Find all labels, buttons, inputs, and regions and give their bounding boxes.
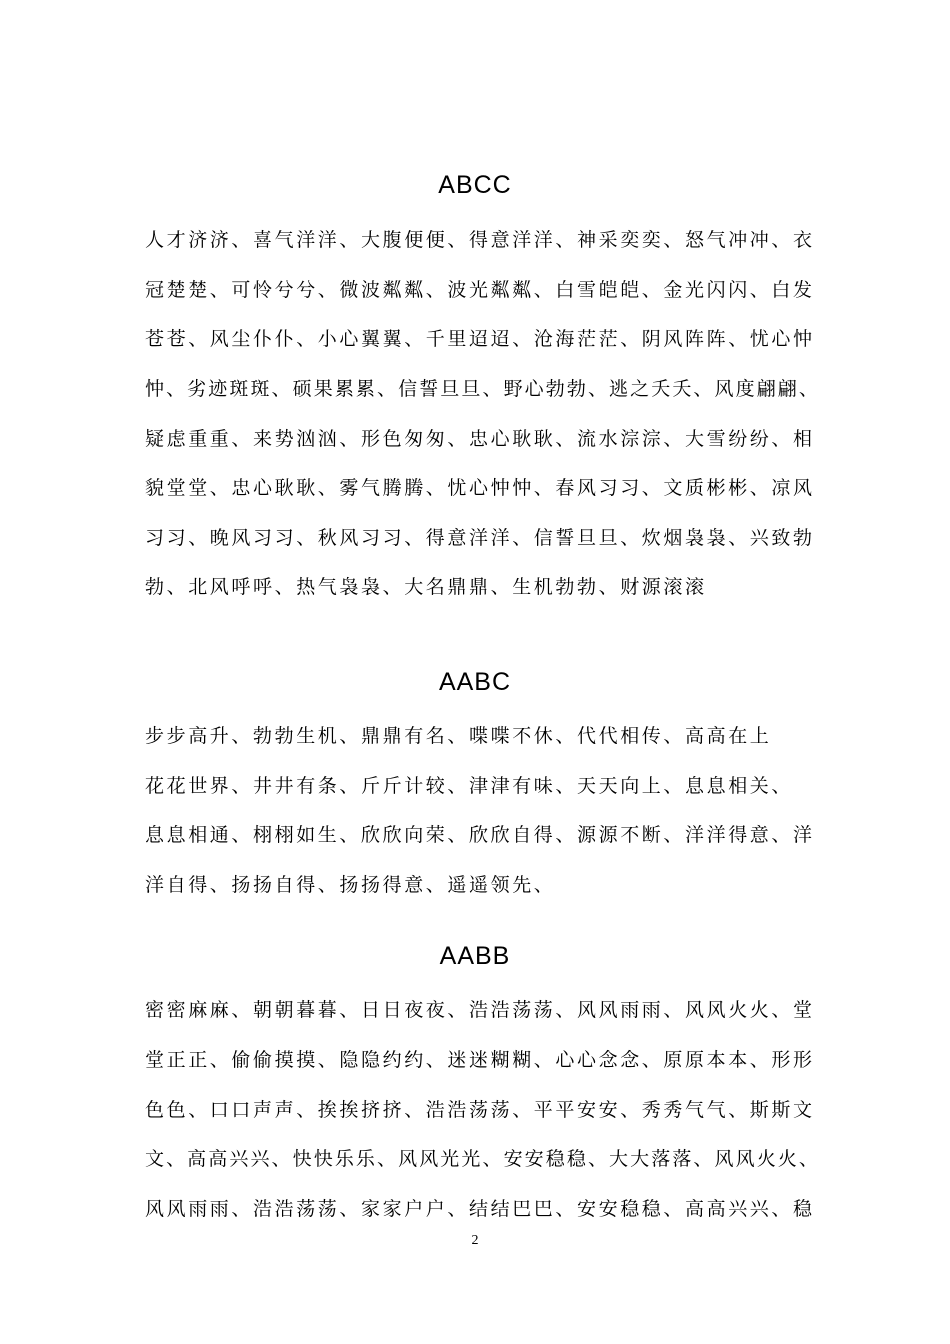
text-line: 疑虑重重、来势汹汹、形色匆匆、忠心耿耿、流水淙淙、大雪纷纷、相 <box>145 428 815 450</box>
text-line: 文、高高兴兴、快快乐乐、风风光光、安安稳稳、大大落落、风风火火、 <box>145 1148 820 1170</box>
text-line: 貌堂堂、忠心耿耿、雾气腾腾、忧心忡忡、春风习习、文质彬彬、凉风 <box>145 477 815 499</box>
text-line: 密密麻麻、朝朝暮暮、日日夜夜、浩浩荡荡、风风雨雨、风风火火、堂 <box>145 999 815 1021</box>
page-number: 2 <box>471 1233 479 1248</box>
text-line: 习习、晚风习习、秋风习习、得意洋洋、信誓旦旦、炊烟袅袅、兴致勃 <box>145 527 815 549</box>
text-line: 洋自得、扬扬自得、扬扬得意、遥遥领先、 <box>145 874 556 896</box>
text-line: 堂正正、偷偷摸摸、隐隐约约、迷迷糊糊、心心念念、原原本本、形形 <box>145 1049 815 1071</box>
text-line: 忡、劣迹斑斑、硕果累累、信誓旦旦、野心勃勃、逃之夭夭、风度翩翩、 <box>145 378 820 400</box>
text-line: 冠楚楚、可怜兮兮、微波粼粼、波光粼粼、白雪皑皑、金光闪闪、白发 <box>145 279 815 301</box>
text-line: 风风雨雨、浩浩荡荡、家家户户、结结巴巴、安安稳稳、高高兴兴、稳 <box>145 1198 815 1220</box>
text-line: 苍苍、风尘仆仆、小心翼翼、千里迢迢、沧海茫茫、阴风阵阵、忧心忡 <box>145 328 815 350</box>
text-line: 息息相通、栩栩如生、欣欣向荣、欣欣自得、源源不断、洋洋得意、洋 <box>145 824 815 846</box>
section-heading: AABC <box>438 668 512 696</box>
text-line: 勃、北风呼呼、热气袅袅、大名鼎鼎、生机勃勃、财源滚滚 <box>145 576 707 598</box>
section-heading: ABCC <box>438 171 512 199</box>
text-line: 色色、口口声声、挨挨挤挤、浩浩荡荡、平平安安、秀秀气气、斯斯文 <box>145 1099 815 1121</box>
text-line: 步步高升、勃勃生机、鼎鼎有名、喋喋不休、代代相传、高高在上 <box>145 725 772 747</box>
section-heading: AABB <box>439 942 511 970</box>
text-line: 花花世界、井井有条、斤斤计较、津津有味、天天向上、息息相关、 <box>145 775 794 797</box>
text-line: 人才济济、喜气洋洋、大腹便便、得意洋洋、神采奕奕、怒气冲冲、衣 <box>145 229 815 251</box>
